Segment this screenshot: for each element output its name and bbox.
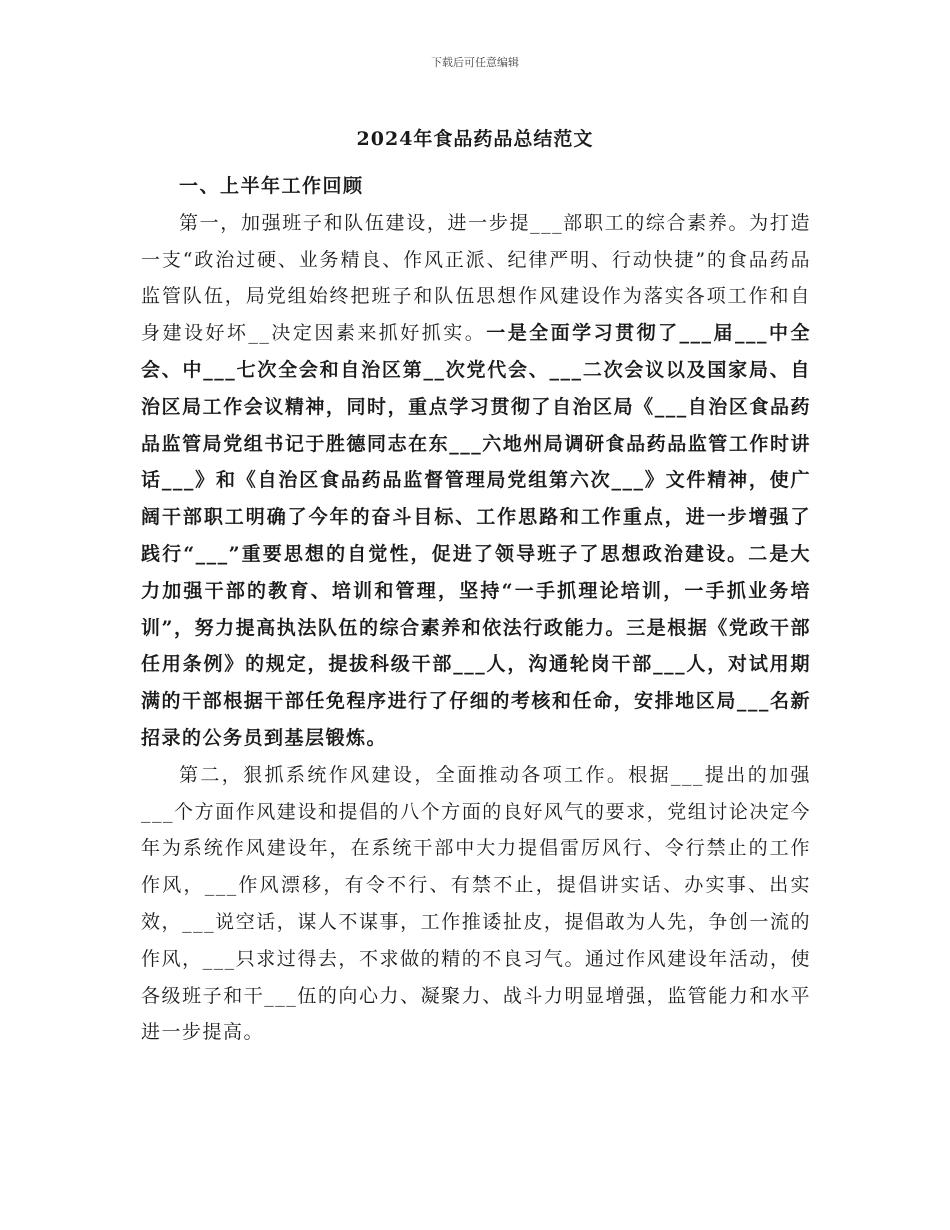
- section-heading: 一、上半年工作回顾: [179, 175, 364, 197]
- paragraph-1: [141, 205, 811, 757]
- document-title: 2024年食品药品总结范文: [356, 128, 594, 150]
- document-body: [141, 168, 811, 1051]
- paragraph-1-text: 第一，加强班子和队伍建设，进一步提___部职工的综合素养。为打造一支“政治过硬、业务精良、作风正派、纪律严明、行动快捷”的食品药品监管队伍，局党组始终把班子和队伍思想作风建设作为落实各项工作和自身建设好坏__决定因素来抓好抓实。: [141, 211, 811, 345]
- header-note: 下载后可任意编辑: [431, 56, 519, 69]
- paragraph-1-bold-text: 一是全面学习贯彻了___届___中全会、中___七次全会和自治区第__次党代会、___二次会议以及国家局、自治区局工作会议精神，同时，重点学习贯彻了自治区局《___自治区食品药品监管局党组书记于胜德同志在东___六地州局调研食品药品监管工作时讲话___》和《自治区食品药品监督管理局党组第六次___》文件精神，使广阔干部职工明确了今年的奋斗目标、工作思路和工作重点，进一步增强了践行“___”重要思想的自觉性，促进了领导班子了思想政治建设。二是大力加强干部的教育、培训和管理，坚持“一手抓理论培训，一手抓业务培训”，努力提高执法队伍的综合素养和依法行政能力。三是根据《党政干部任用条例》的规定，提拔科级干部___人，沟通轮岗干部___人，对试用期满的干部根据干部任免程序进行了仔细的考核和任命，安排地区局___名新招录的公务员到基层锻炼。: [141, 322, 811, 749]
- paragraph-2: 第二，狠抓系统作风建设，全面推动各项工作。根据___提出的加强___个方面作风建设和提倡的八个方面的良好风气的要求，党组讨论决定今年为系统作风建设年，在系统干部中大力提倡雷厉风行、令行禁止的工作作风，___作风漂移，有令不行、有禁不止，提倡讲实话、办实事、出实效，___说空话，谋人不谋事，工作推诿扯皮，提倡敢为人先，争创一流的作风，___只求过得去，不求做的精的不良习气。通过作风建设年活动，使各级班子和干___伍的向心力、凝聚力、战斗力明显增强，监管能力和水平进一步提高。: [141, 763, 811, 1044]
